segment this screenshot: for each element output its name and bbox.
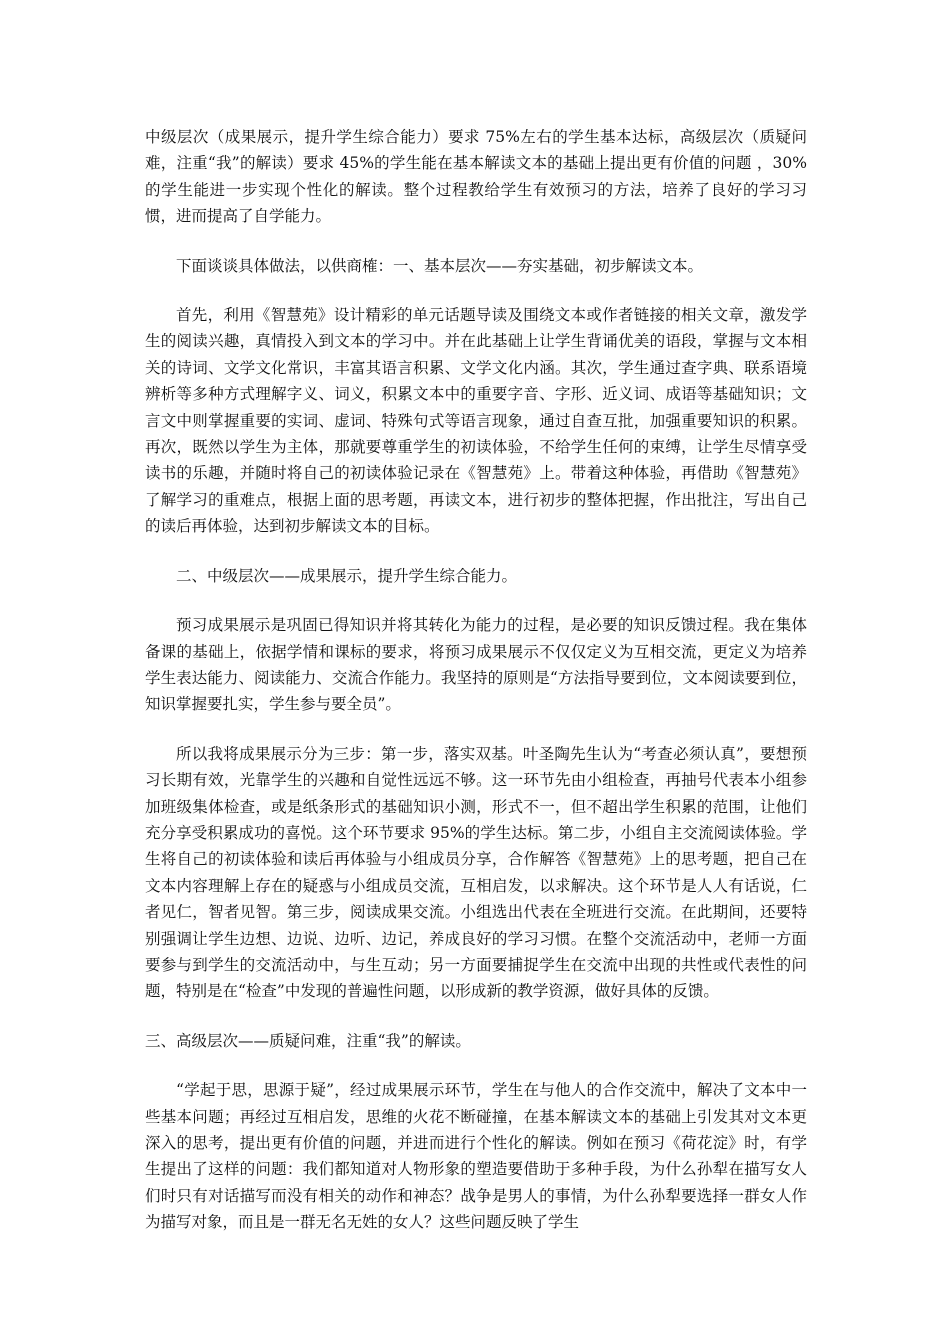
paragraph-6: 所以我将成果展示分为三步：第一步，落实双基。叶圣陶先生认为“考查必须认真”，要想预习长期有效，光靠学生的兴趣和自觉性远远不够。这一环节先由小组检查，再抽号代表本小组参加班级集体检查，或是纸条形式的基础知识小测，形式不一，但不超出学生积累的范围，让他们充分享受积累成功的喜悦。这个环节要求 95%的学生达标。第二步，小组自主交流阅读体验。学生将自己的初读体验和读后再体验与小组成员分享，合作解答《智慧苑》上的思考题，把自己在文本内容理解上存在的疑惑与小组成员交流，互相启发，以求解决。这个环节是人人有话说，仁者见仁，智者见智。第三步，阅读成果交流。小组选出代表在全班进行交流。在此期间，还要特别强调让学生边想、边说、边听、边记，养成良好的学习习惯。在整个交流活动中，老师一方面要参与到学生的交流活动中，与生互动；另一方面要捕捉学生在交流中出现的共性或代表性的问题，特别是在“检查”中发现的普遍性问题，以形成新的教学资源，做好具体的反馈。 xyxy=(145,744,807,1001)
document-page xyxy=(145,124,807,1259)
section-heading-3: 三、高级层次——质疑问难，注重“我”的解读。 xyxy=(145,1031,471,1050)
paragraph-3: 首先，利用《智慧苑》设计精彩的单元话题导读及围绕文本或作者链接的相关文章，激发学生的阅读兴趣，真情投入到文本的学习中。并在此基础上让学生背诵优美的语段，掌握与文本相关的诗词、文学文化常识，丰富其语言积累、文学文化内涵。其次，学生通过查字典、联系语境辨析等多种方式理解字义、词义，积累文本中的重要字音、字形、近义词、成语等基础知识；文言文中则掌握重要的实词、虚词、特殊句式等语言现象，通过自查互批，加强重要知识的积累。再次，既然以学生为主体，那就要尊重学生的初读体验，不给学生任何的束缚，让学生尽情享受读书的乐趣，并随时将自己的初读体验记录在《智慧苑》上。带着这种体验，再借助《智慧苑》了解学习的重难点，根据上面的思考题，再读文本，进行初步的整体把握，作出批注，写出自己的读后再体验，达到初步解读文本的目标。 xyxy=(145,306,807,536)
paragraph-1: 中级层次（成果展示，提升学生综合能力）要求 75%左右的学生基本达标，高级层次（质疑问难，注重“我”的解读）要求 45%的学生能在基本解读文本的基础上提出更有价值的问题 ，30%的学生能进一步实现个性化的解读。整个过程教给学生有效预习的方法，培养了良好的学习习惯，进而提高了自学能力。 xyxy=(145,128,807,226)
paragraph-8: “学起于思，思源于疑”，经过成果展示环节，学生在与他人的合作交流中，解决了文本中一些基本问题；再经过互相启发，思维的火花不断碰撞，在基本解读文本的基础上引发其对文本更深入的思考，提出更有价值的问题，并进而进行个性化的解读。例如在预习《荷花淀》时，有学生提出了这样的问题：我们都知道对人物形象的塑造要借助于多种手段，为什么孙犁在描写女人们时只有对话描写而没有相关的动作和神态？战争是男人的事情，为什么孙犁要选择一群女人作为描写对象，而且是一群无名无姓的女人？这些问题反映了学生 xyxy=(145,1081,807,1232)
section-heading-2: 二、中级层次——成果展示，提升学生综合能力。 xyxy=(176,566,518,585)
paragraph-2: 下面谈谈具体做法，以供商榷：一、基本层次——夯实基础，初步解读文本。 xyxy=(176,256,704,275)
paragraph-5: 预习成果展示是巩固已得知识并将其转化为能力的过程，是必要的知识反馈过程。我在集体备课的基础上，依据学情和课标的要求，将预习成果展示不仅仅定义为互相交流，更定义为培养学生表达能力、阅读能力、交流合作能力。我坚持的原则是“方法指导要到位，文本阅读要到位，知识掌握要扎实，学生参与要全员”。 xyxy=(145,616,807,714)
